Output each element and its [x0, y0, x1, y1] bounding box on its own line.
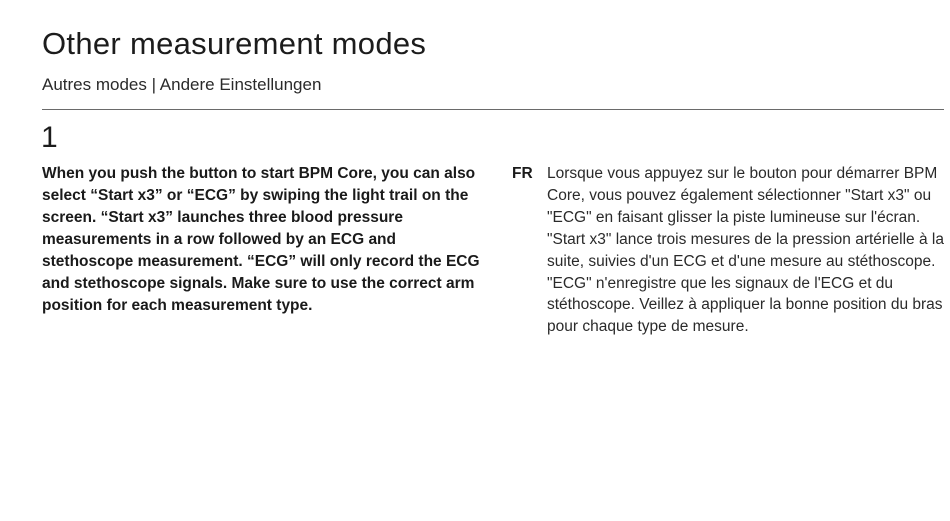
- language-code-label: FR: [512, 165, 533, 182]
- french-instructions: Lorsque vous appuyez sur le bouton pour démarrer BPM Core, vous pouvez également sélectionner "Start x3" ou "ECG" en faisant glisser la piste lumineuse sur l'écran. "Start x3" lance trois mesures de la pression artérielle à la suite, suivies d'un ECG et d'une mesure au stéthoscope. "ECG" n'enregistre que les signaux de l'ECG et du stéthoscope. Veillez à appliquer la bonne position du bras pour chaque type de mesure.: [547, 165, 944, 336]
- step-number: 1: [41, 121, 58, 154]
- english-instructions: When you push the button to start BPM Core, you can also select “Start x3” or “ECG” by swiping the light trail on the screen. “Start x3” launches three blood pressure measurements in a row followed by an ECG and stethoscope measurement. “ECG” will only record the ECG and stethoscope signals. Make sure to use the correct arm position for each measurement type.: [42, 165, 480, 314]
- page-title: Other measurement modes: [42, 26, 427, 61]
- header-divider: [42, 109, 944, 110]
- page-subtitle: Autres modes | Andere Einstellungen: [42, 75, 322, 94]
